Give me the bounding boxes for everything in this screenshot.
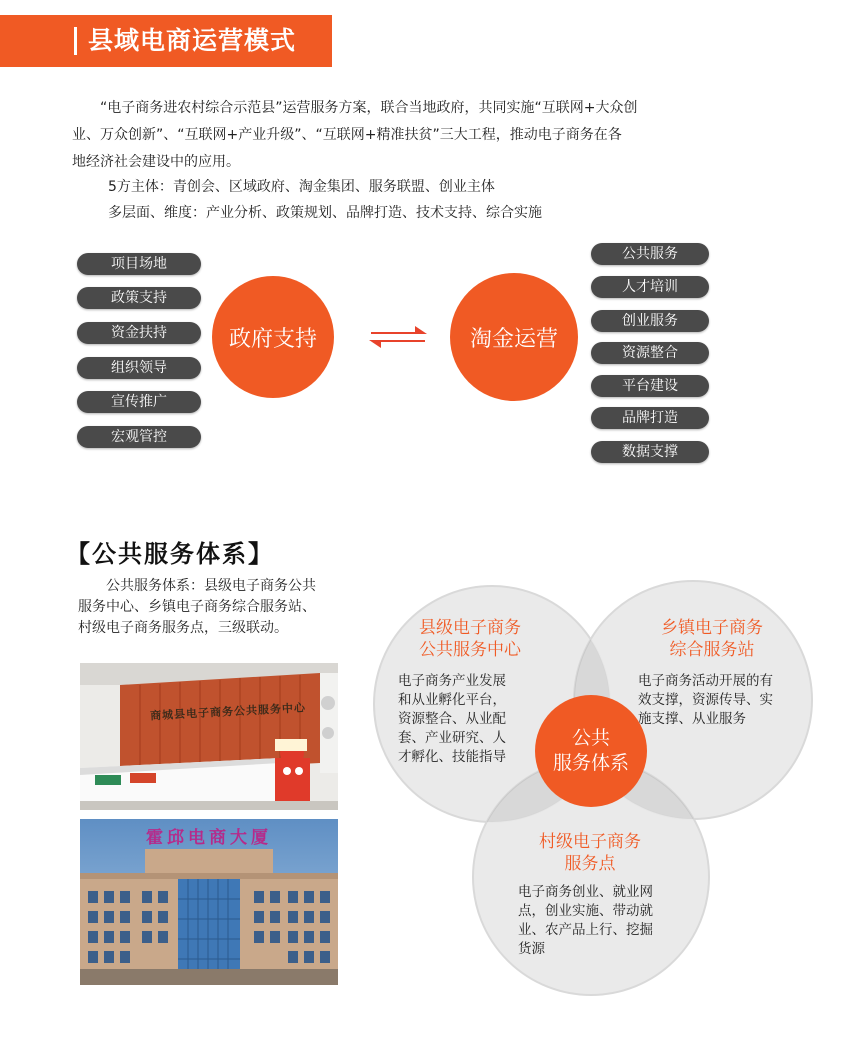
gov-support-circle — [212, 276, 334, 398]
pill-startup-service: 创业服务 — [591, 310, 709, 332]
town-body — [638, 672, 808, 729]
header-divider — [74, 27, 77, 55]
pill-funding: 资金扶持 — [77, 322, 201, 344]
county-title-line-1: 县级电子商务 — [419, 618, 521, 638]
village-body-line: 货源 — [518, 941, 545, 957]
county-body-line: 资源整合、从业配 — [398, 711, 506, 727]
page-title: 县域电商运营模式 — [88, 26, 297, 55]
section-title: 【公共服务体系】 — [66, 540, 274, 568]
pill-data-support: 数据支撑 — [591, 441, 709, 463]
pill-public-service: 公共服务 — [591, 243, 709, 265]
town-body-line: 施支撑、从业服务 — [638, 711, 746, 727]
county-title — [400, 617, 540, 661]
intro-line-2: 业、万众创新”、“互联网+产业升级”、“互联网+精准扶贫”三大工程，推动电子商务在各 — [72, 127, 622, 143]
pill-talent-training: 人才培训 — [591, 276, 709, 298]
intro-paragraph — [72, 95, 762, 176]
pill-resource-integration: 资源整合 — [591, 342, 709, 364]
pill-brand-building: 品牌打造 — [591, 407, 709, 429]
intro-line-3: 地经济社会建设中的应用。 — [72, 154, 240, 170]
village-title-line-1: 村级电子商务 — [539, 832, 641, 852]
intro-dimensions: 多层面、维度：产业分析、政策规划、品牌打造、技术支持、综合实施 — [108, 205, 542, 221]
town-title-line-1: 乡镇电子商务 — [661, 618, 763, 638]
village-title-line-2: 服务点 — [564, 854, 616, 874]
village-title — [520, 831, 660, 875]
village-body-line: 点，创业实施、带动就 — [518, 903, 653, 919]
county-body — [398, 672, 528, 767]
ecommerce-building-photo — [80, 819, 338, 985]
pill-organization: 组织领导 — [77, 357, 201, 379]
town-body-line: 电子商务活动开展的有 — [638, 673, 773, 689]
section-description — [78, 576, 368, 639]
village-body-line: 业、农产品上行、挖掘 — [518, 922, 653, 938]
service-center-photo — [80, 663, 338, 810]
pill-project-site: 项目场地 — [77, 253, 201, 275]
pill-policy-support: 政策支持 — [77, 287, 201, 309]
pill-macro-control: 宏观管控 — [77, 426, 201, 448]
service-center-sign: 商城县电子商务公共服务中心 — [149, 701, 307, 723]
center-line-1: 公共 — [571, 727, 610, 749]
county-title-line-2: 公共服务中心 — [419, 640, 521, 660]
county-body-line: 才孵化、技能指导 — [398, 749, 506, 765]
county-body-line: 和从业孵化平台， — [398, 692, 506, 708]
ops-circle — [450, 273, 578, 401]
town-body-line: 效支撑，资源传导、实 — [638, 692, 773, 708]
county-body-line: 套、产业研究、人 — [398, 730, 506, 746]
pill-platform-building: 平台建设 — [591, 375, 709, 397]
pill-promotion: 宣传推广 — [77, 391, 201, 413]
building-sign: 霍邱电商大厦 — [146, 828, 272, 848]
center-line-2: 服务体系 — [552, 752, 629, 774]
town-title-line-2: 综合服务站 — [669, 640, 755, 660]
intro-subjects: 5方主体：青创会、区域政府、淘金集团、服务联盟、创业主体 — [108, 179, 495, 195]
village-body-line: 电子商务创业、就业网 — [518, 884, 653, 900]
gov-support-label: 政府支持 — [228, 326, 317, 352]
town-title — [642, 617, 782, 661]
village-body — [518, 883, 678, 959]
center-circle — [535, 695, 647, 807]
county-body-line: 电子商务产业发展 — [398, 673, 506, 689]
exchange-arrows-icon — [367, 320, 429, 354]
section-desc-line-1: 公共服务体系：县级电子商务公共 — [106, 578, 316, 594]
ops-label: 淘金运营 — [469, 326, 558, 352]
section-desc-line-2: 服务中心、乡镇电子商务综合服务站、 — [78, 599, 316, 615]
section-desc-line-3: 村级电子商务服务点，三级联动。 — [78, 620, 288, 636]
intro-line-1: “电子商务进农村综合示范县”运营服务方案，联合当地政府，共同实施“互联网+大众创 — [100, 100, 638, 116]
